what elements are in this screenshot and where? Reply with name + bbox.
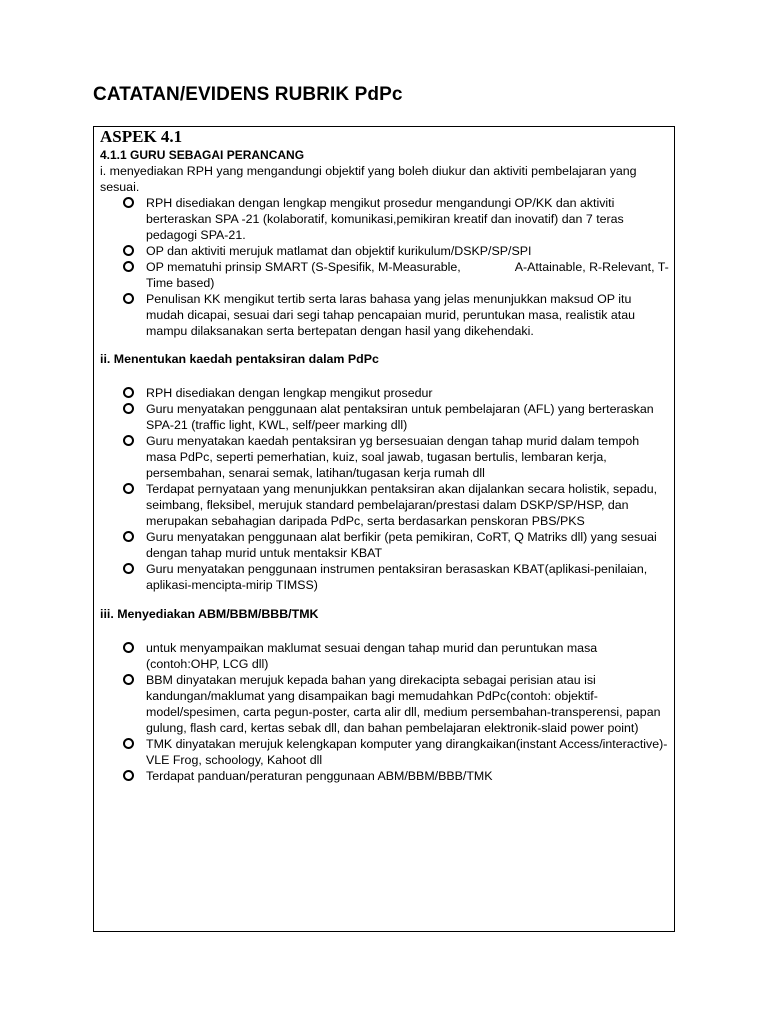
section-2-heading: ii. Menentukan kaedah pentaksiran dalam PdPc [100,352,379,366]
list-item: OP dan aktiviti merujuk matlamat dan objektif kurikulum/DSKP/SP/SPI [100,243,672,259]
list-item: RPH disediakan dengan lengkap mengikut prosedur [100,385,672,401]
list-item: Terdapat pernyataan yang menunjukkan pentaksiran akan dijalankan secara holistik, sepadu, seimbang, fleksibel, merujuk standard pembelajaran/prestasi dalam DSKP/SP/HSP, dan merupakan sebahagian daripada PdPc, serta berdasarkan penskoran PBS/PKS [100,481,672,529]
section-1-heading: i. menyediakan RPH yang mengandungi objektif yang boleh diukur dan aktiviti pembelajaran yang sesuai. [100,164,637,194]
bullet-circle-icon [123,770,134,781]
bullet-circle-icon [123,483,134,494]
list-item: Guru menyatakan penggunaan alat pentaksiran untuk pembelajaran (AFL) yang berteraskan SPA-21 (traffic light, KWL, self/peer marking dll) [100,401,672,433]
bullet-circle-icon [123,245,134,256]
list-item: Penulisan KK mengikut tertib serta laras bahasa yang jelas menunjukkan maksud OP itu mudah dicapai, sesuai dari segi tahap pencapaian murid, peruntukan masa, realistik atau mampu dilaksanakan serta bertepatan dengan hasil yang dikehendaki. [100,291,672,339]
bullet-circle-icon [123,435,134,446]
bullet-circle-icon [123,197,134,208]
list-item: untuk menyampaikan maklumat sesuai dengan tahap murid dan peruntukan masa (contoh:OHP, LCG dll) [100,640,672,672]
list-item: BBM dinyatakan merujuk kepada bahan yang direkacipta sebagai perisian atau isi kandungan/maklumat yang disampaikan bagi memudahkan PdPc(contoh: objektif-model/spesimen, carta pegun-poster, carta alir dll, medium persembahan-transperensi, papan gulung, flash card, kertas sebak dll, dan bahan pembelajaran elektronik-slaid power point) [100,672,672,736]
bullet-circle-icon [123,261,134,272]
list-item: OP mematuhi prinsip SMART (S-Spesifik, M-Measurable, A-Attainable, R-Relevant, T-Time based) [100,259,672,291]
section-subtitle: 4.1.1 GURU SEBAGAI PERANCANG [100,148,305,162]
bullet-circle-icon [123,738,134,749]
list-item: Terdapat panduan/peraturan penggunaan ABM/BBM/BBB/TMK [100,768,672,784]
section-2-list [100,385,672,593]
bullet-circle-icon [123,387,134,398]
bullet-circle-icon [123,674,134,685]
bullet-circle-icon [123,293,134,304]
list-item: Guru menyatakan kaedah pentaksiran yg bersesuaian dengan tahap murid dalam tempoh masa PdPc, seperti pemerhatian, kuiz, soal jawab, tugasan bertulis, lembaran kerja, persembahan, senarai semak, latihan/tugasan kerja rumah dll [100,433,672,481]
list-item: Guru menyatakan penggunaan alat berfikir (peta pemikiran, CoRT, Q Matriks dll) yang sesuai dengan tahap murid untuk mentaksir KBAT [100,529,672,561]
list-item: TMK dinyatakan merujuk kelengkapan komputer yang dirangkaikan(instant Access/interactive)-VLE Frog, schoology, Kahoot dll [100,736,672,768]
section-3-heading: iii. Menyediakan ABM/BBM/BBB/TMK [100,607,319,621]
document-title: CATATAN/EVIDENS RUBRIK PdPc [93,84,403,105]
section-3-list [100,640,672,784]
bullet-circle-icon [123,531,134,542]
rubric-content [100,126,672,784]
aspek-heading: ASPEK 4.1 [100,127,183,146]
bullet-circle-icon [123,563,134,574]
list-item: RPH disediakan dengan lengkap mengikut prosedur mengandungi OP/KK dan aktiviti berteraskan SPA -21 (kolaboratif, komunikasi,pemikiran kreatif dan inovatif) dan 7 teras pedagogi SPA-21. [100,195,672,243]
bullet-circle-icon [123,642,134,653]
bullet-circle-icon [123,403,134,414]
list-item: Guru menyatakan penggunaan instrumen pentaksiran berasaskan KBAT(aplikasi-penilaian, aplikasi-mencipta-mirip TIMSS) [100,561,672,593]
section-1-list [100,195,672,339]
